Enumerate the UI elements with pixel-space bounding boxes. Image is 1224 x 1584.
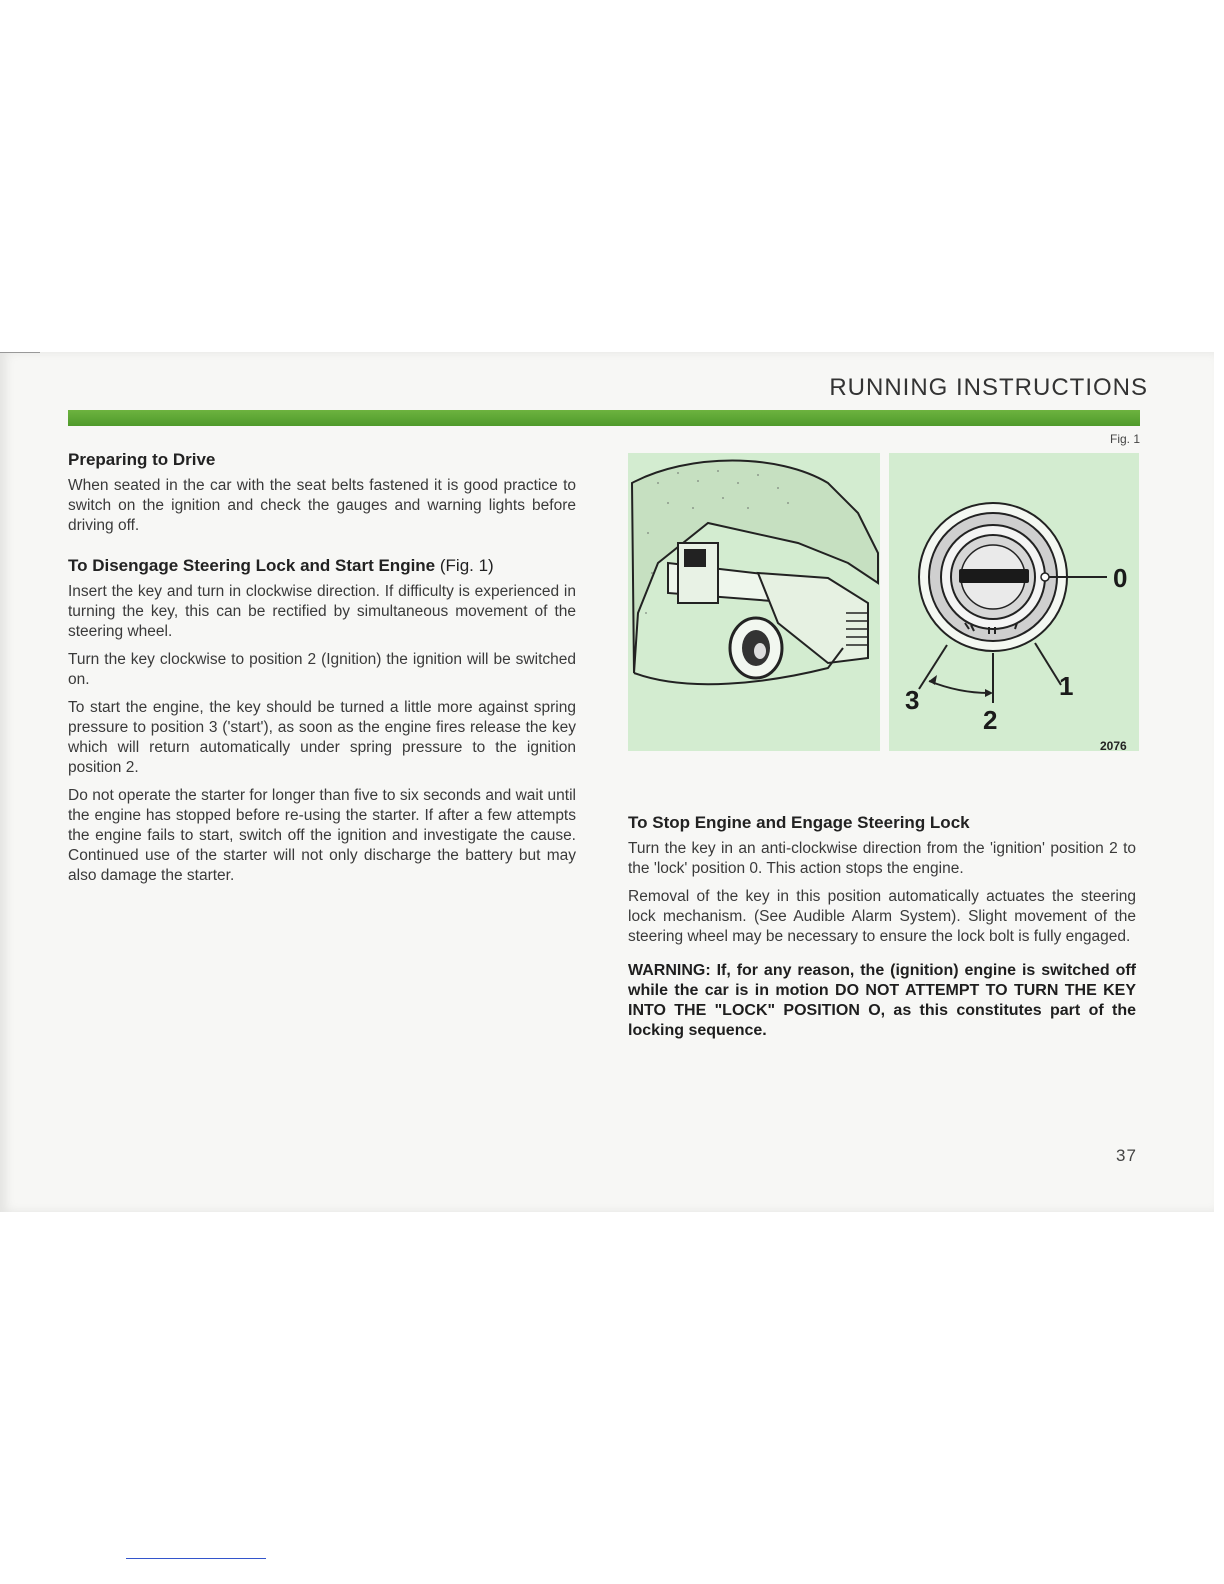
position-label-1: 1 (1059, 671, 1074, 701)
steering-column-illustration (628, 453, 880, 751)
position-label-3: 3 (905, 685, 920, 715)
paragraph-key-removal: Removal of the key in this position automatically actuates the steering lock mechanism. (See Audible Alarm System). Slight movement of the steering wheel may be necessary to ensure the lock bolt is fully engaged. (628, 888, 1136, 945)
paragraph-start-engine: To start the engine, the key should be turned a little more against spring pressure to position 3 ('start'), as soon as the engine fires release the key which will return automatically under spring pressure to the ignition position 2. (68, 699, 576, 776)
paragraph-preparing: When seated in the car with the seat belts fastened it is good practice to switch on the ignition and check the gauges and warning lights before driving off. (68, 477, 576, 534)
paragraph-starter-warning: Do not operate the starter for longer than five to six seconds and wait until the engine has stopped before re-using the starter. If after a few attempts the engine fails to start, switch off the ignition and investigate the cause. Continued use of the starter will not only discharge the battery but may also damage the starter. (68, 787, 576, 884)
page-edge (0, 352, 40, 353)
figure-ignition-switch (889, 453, 1139, 751)
underline-mark (126, 1558, 266, 1559)
right-column (628, 813, 1136, 1041)
section-color-bar (68, 410, 1140, 426)
paragraph-insert-key: Insert the key and turn in clockwise direction. If difficulty is experienced in turning the key, this can be rectified by simultaneous movement of the steering wheel. (68, 583, 576, 640)
heading-disengage-text: To Disengage Steering Lock and Start Engine (68, 556, 436, 575)
left-column (68, 450, 576, 894)
figure-reference: (Fig. 1) (439, 556, 494, 575)
warning-text: WARNING: If, for any reason, the (ignition) engine is switched off while the car is in motion DO NOT ATTEMPT TO TURN THE KEY INTO THE "LOCK" POSITION O, as this constitutes part of the locking sequence. (628, 962, 1136, 1039)
heading-disengage (68, 556, 576, 576)
heading-stop-engine: To Stop Engine and Engage Steering Lock (628, 813, 970, 832)
figure-code: 2076 (1100, 739, 1127, 753)
position-label-2: 2 (983, 705, 998, 735)
paragraph-ignition: Turn the key clockwise to position 2 (Ignition) the ignition will be switched on. (68, 651, 576, 688)
figure-steering-column (628, 453, 880, 751)
section-title: RUNNING INSTRUCTIONS (829, 374, 1148, 401)
ignition-switch-diagram (889, 453, 1139, 751)
paragraph-stop-engine: Turn the key in an anti-clockwise direction from the 'ignition' position 2 to the 'lock' position 0. This action stops the engine. (628, 840, 1136, 877)
heading-preparing: Preparing to Drive (68, 450, 216, 469)
position-label-0: 0 (1113, 563, 1128, 593)
figure-label: Fig. 1 (1109, 432, 1140, 446)
page-number: 37 (1116, 1146, 1137, 1165)
